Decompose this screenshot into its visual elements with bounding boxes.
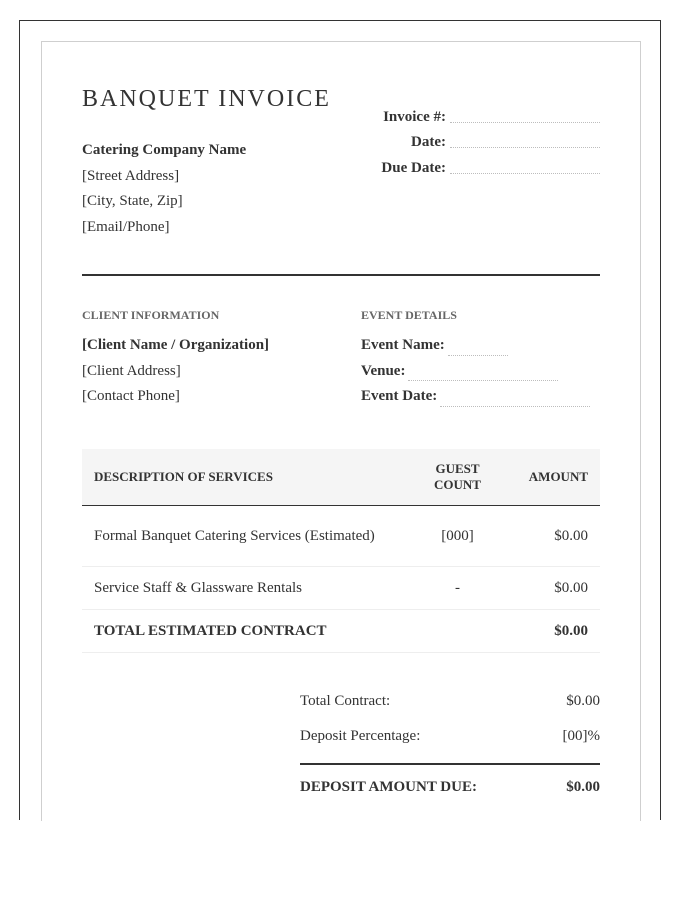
table-row (82, 567, 600, 610)
event-details (361, 333, 590, 410)
table-header-row (82, 449, 600, 506)
total-contract-row (300, 684, 600, 719)
header-amount: AMOUNT (506, 449, 600, 506)
client-info (82, 333, 269, 410)
invoice-meta (370, 100, 600, 177)
invoice-date-label: Date: (411, 134, 446, 150)
company-contact: [Email/Phone] (82, 218, 170, 235)
header-description: DESCRIPTION OF SERVICES (82, 449, 409, 506)
venue-field[interactable] (408, 379, 558, 381)
row-guest-count: [000] (409, 506, 506, 567)
invoice-date-row (370, 126, 600, 152)
invoice-number-row (370, 100, 600, 126)
row-description: Formal Banquet Catering Services (Estimated) (82, 506, 409, 567)
invoice-title: BANQUET INVOICE (82, 86, 331, 112)
due-date-label: Due Date: (381, 159, 446, 176)
invoice-number-label: Invoice #: (383, 108, 446, 125)
row-guest-count: - (409, 567, 506, 610)
due-date-row (370, 151, 600, 177)
event-date-label: Event Date: (361, 388, 438, 404)
deposit-percentage-row (300, 719, 600, 754)
event-date-field[interactable] (440, 405, 590, 407)
venue-label: Venue: (361, 362, 406, 379)
deposit-due-row (300, 765, 600, 809)
table-total-row (82, 610, 600, 653)
table-row (82, 506, 600, 567)
company-info (82, 138, 246, 240)
payment-summary (300, 684, 600, 809)
deposit-due-label: DEPOSIT AMOUNT DUE: (300, 778, 477, 795)
row-amount: $0.00 (506, 567, 600, 610)
event-name-label: Event Name: (361, 337, 445, 353)
total-contract-label: Total Contract: (300, 693, 391, 709)
client-phone: [Contact Phone] (82, 388, 180, 404)
venue-row (361, 359, 590, 385)
header-guest-count: GUEST COUNT (409, 449, 506, 506)
client-address: [Client Address] (82, 362, 181, 379)
total-contract-value: $0.00 (566, 693, 600, 709)
invoice-number-field[interactable] (450, 121, 600, 123)
deposit-percentage-label: Deposit Percentage: (300, 728, 421, 744)
row-amount: $0.00 (506, 506, 600, 567)
total-label: TOTAL ESTIMATED CONTRACT (82, 610, 506, 653)
header-divider (82, 274, 600, 276)
total-amount: $0.00 (506, 610, 600, 653)
invoice-date-field[interactable] (450, 146, 600, 148)
client-name: [Client Name / Organization] (82, 337, 270, 353)
services-table (82, 449, 600, 653)
company-street: [Street Address] (82, 167, 180, 184)
deposit-due-value: $0.00 (566, 778, 600, 795)
row-description: Service Staff & Glassware Rentals (82, 567, 409, 610)
deposit-percentage-value: [00]% (562, 728, 600, 744)
company-city: [City, State, Zip] (82, 193, 183, 209)
client-info-heading: CLIENT INFORMATION (82, 308, 220, 322)
event-name-field[interactable] (448, 354, 508, 356)
event-name-row (361, 333, 590, 359)
event-date-row (361, 384, 590, 410)
event-details-heading: EVENT DETAILS (361, 308, 457, 322)
due-date-field[interactable] (450, 172, 600, 174)
company-name: Catering Company Name (82, 142, 247, 158)
